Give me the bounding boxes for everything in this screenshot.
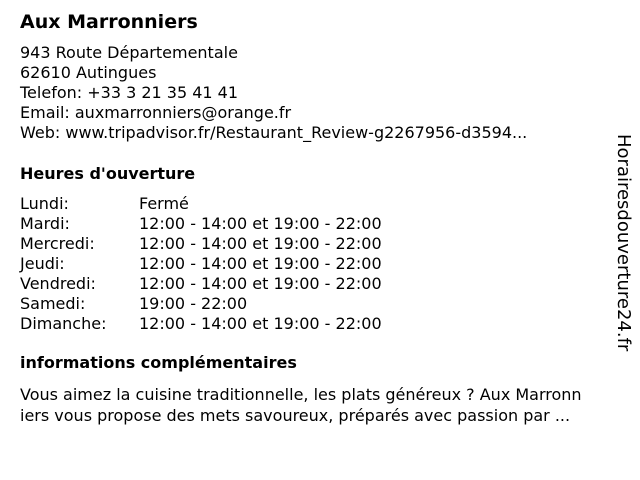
day-label: Vendredi:: [20, 274, 96, 293]
time-value: 12:00 - 14:00 et 19:00 - 22:00: [139, 274, 382, 293]
time-value: 12:00 - 14:00 et 19:00 - 22:00: [139, 314, 382, 333]
time-value: 12:00 - 14:00 et 19:00 - 22:00: [139, 214, 382, 233]
hours-row-monday: [20, 194, 382, 214]
time-value: 19:00 - 22:00: [139, 294, 248, 313]
hours-row-thursday: [20, 254, 382, 274]
info-line-1: Vous aimez la cuisine traditionnelle, les plats généreux ? Aux Marronn: [20, 385, 582, 404]
additional-info-text: [20, 384, 625, 426]
site-watermark: [612, 134, 634, 352]
day-label: Jeudi:: [20, 254, 65, 273]
contact-block: [20, 43, 527, 143]
hours-row-wednesday: [20, 234, 382, 254]
email-line: Email: auxmarronniers@orange.fr: [20, 103, 292, 122]
hours-row-friday: [20, 274, 382, 294]
opening-hours-table: [20, 194, 382, 334]
hours-row-sunday: [20, 314, 382, 334]
opening-hours-heading: Heures d'ouverture: [20, 164, 196, 183]
additional-info-heading: informations complémentaires: [20, 353, 297, 372]
day-label: Mercredi:: [20, 234, 95, 253]
restaurant-name: Aux Marronniers: [20, 11, 198, 33]
day-label: Mardi:: [20, 214, 70, 233]
day-label: Samedi:: [20, 294, 86, 313]
day-label: Lundi:: [20, 194, 69, 213]
address-city: 62610 Autingues: [20, 63, 157, 82]
time-value: Fermé: [139, 194, 189, 213]
time-value: 12:00 - 14:00 et 19:00 - 22:00: [139, 234, 382, 253]
day-label: Dimanche:: [20, 314, 107, 333]
web-line: Web: www.tripadvisor.fr/Restaurant_Review-g2267956-d3594...: [20, 123, 528, 142]
hours-row-saturday: [20, 294, 382, 314]
hours-row-tuesday: [20, 214, 382, 234]
phone-line: Telefon: +33 3 21 35 41 41: [20, 83, 239, 102]
info-line-2: iers vous propose des mets savoureux, préparés avec passion par ...: [20, 406, 571, 425]
address-street: 943 Route Départementale: [20, 43, 238, 62]
time-value: 12:00 - 14:00 et 19:00 - 22:00: [139, 254, 382, 273]
watermark-text: Horairesdouverture24.fr: [613, 134, 634, 352]
